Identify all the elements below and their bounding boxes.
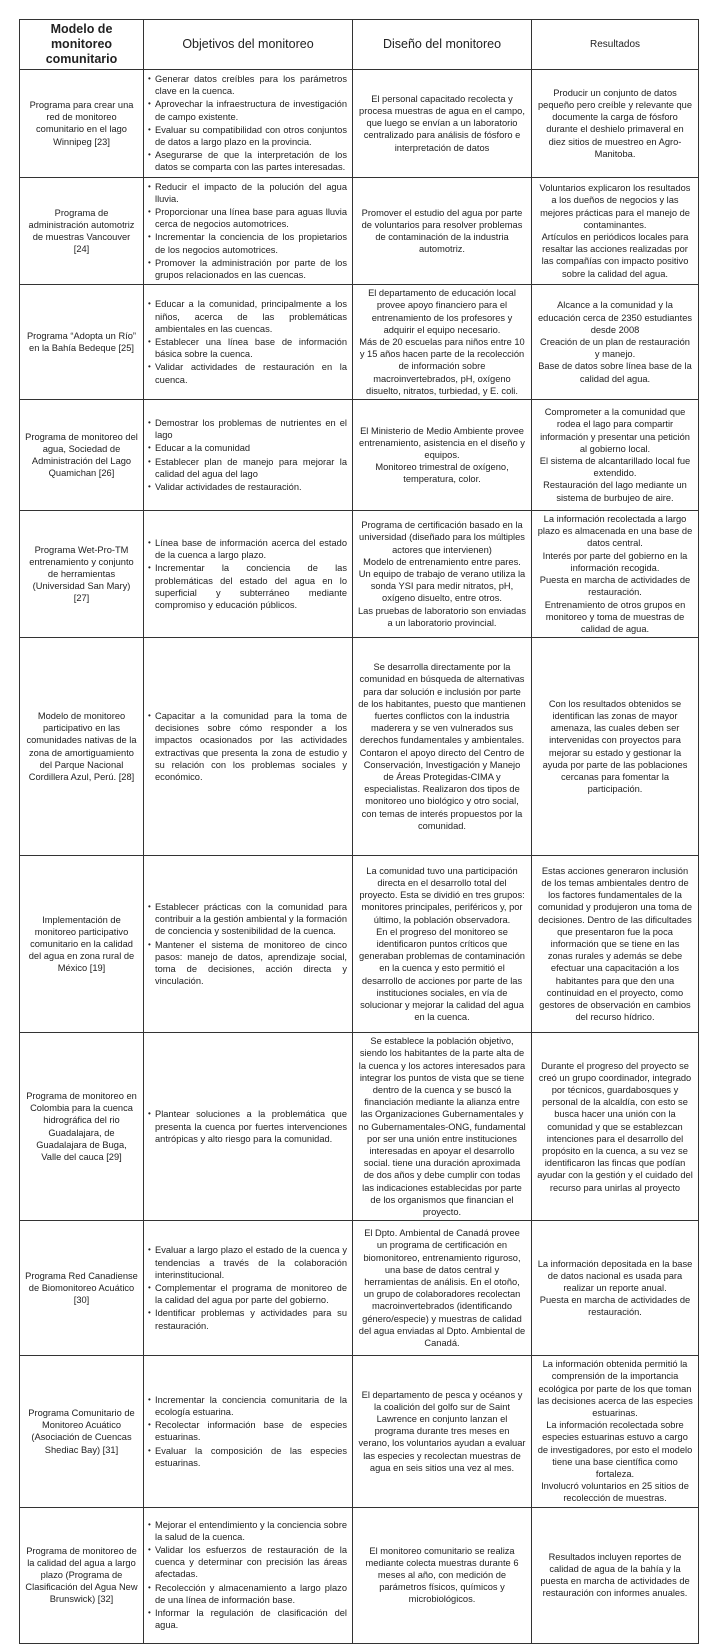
design-paragraph: Monitoreo trimestral de oxígeno, temperatura, color. [375, 462, 509, 485]
design-paragraph: Modelo de entrenamiento entre pares. [363, 556, 521, 567]
results-paragraph: El sistema de alcantarillado local fue extendido. [539, 456, 691, 479]
results-paragraph: Puesta en marcha de actividades de restauración. [539, 575, 691, 598]
model-cell [20, 511, 144, 638]
design-cell [353, 1356, 532, 1507]
results-cell [532, 400, 699, 511]
objectives-cell [144, 638, 353, 856]
objective-item: • Educar a la comunidad [148, 442, 347, 454]
objective-item: • Validar los esfuerzos de restauración de la cuenca y determinar con precisión las áreas afectadas. [148, 1544, 347, 1581]
model-cell [20, 177, 144, 285]
design-paragraph: Promover el estudio del agua por parte de voluntarios para resolver problemas de contaminación de la industria automotriz. [361, 207, 523, 255]
model-name: Programa de monitoreo en Colombia para la cuenca hidrográfica del rio Guadalajara, de Guadalajara de Buga, Valle del cauca [29] [26, 1091, 137, 1163]
results-cell [532, 1356, 699, 1507]
objective-item: • Reducir el impacto de la polución del agua lluvia. [148, 181, 347, 205]
objectives-cell [144, 856, 353, 1033]
design-cell [353, 400, 532, 511]
model-cell [20, 1507, 144, 1643]
header-results: Resultados [532, 20, 699, 70]
table-row [20, 1221, 699, 1356]
design-paragraph: Contaron el apoyo directo del Centro de Conservación, Investigación y Manejo de Áreas Protegidas-CIMA y especialistas. Realizaron dos tipos de monitoreo uno biológico y otro social, con temas de interés propuestos por la comunidad. [359, 747, 525, 831]
design-paragraph: El Ministerio de Medio Ambiente provee entrenamiento, asistencia en el diseño y equipos. [359, 425, 525, 460]
objectives-list [148, 537, 347, 611]
model-cell [20, 1221, 144, 1356]
objectives-list [148, 901, 347, 987]
objective-item: • Línea base de información acerca del estado de la cuenca a largo plazo. [148, 537, 347, 561]
objective-item: • Proporcionar una línea base para aguas lluvia cerca de negocios automotrices. [148, 206, 347, 230]
objective-item: • Establecer prácticas con la comunidad para contribuir a la gestión ambiental y la formación de conciencia y sostenibilidad de la cuenca. [148, 901, 347, 938]
design-cell [353, 285, 532, 400]
objective-item: • Mantener el sistema de monitoreo de cinco pasos: manejo de datos, aprendizaje social, toma de decisiones, acción directa y vinculación. [148, 939, 347, 988]
model-name: Programa Comunitario de Monitoreo Acuático (Asociación de Cuencas Shediac Bay) [31] [28, 1407, 135, 1455]
results-paragraph: Creación de un plan de restauración y manejo. [540, 337, 690, 360]
results-cell [532, 856, 699, 1033]
objectives-cell [144, 177, 353, 285]
table-row [20, 856, 699, 1033]
design-paragraph: Un equipo de trabajo de verano utiliza la sonda YSI para medir nitratos, pH, oxígeno disuelto, entre otros. [358, 568, 526, 604]
results-paragraph: Comprometer a la comunidad que rodea el lago para compartir información y presentar una petición al gobierno local. [540, 407, 690, 454]
objective-item: • Complementar el programa de monitoreo de la calidad del agua por parte del gobierno. [148, 1282, 347, 1306]
model-cell [20, 400, 144, 511]
design-paragraph: El departamento de educación local provee apoyo financiero para el entrenamiento de los profesores y adquirir el equipo necesario. [368, 288, 516, 335]
objectives-cell [144, 1507, 353, 1643]
design-cell [353, 1507, 532, 1643]
table-row [20, 1033, 699, 1221]
table-row [20, 285, 699, 400]
results-paragraph: La información recolectada a largo plazo es almacenada en una base de datos central. [537, 514, 693, 549]
objective-item: • Evaluar la composición de las especies estuarinas. [148, 1445, 347, 1469]
results-paragraph: Puesta en marcha de actividades de restauración. [539, 1295, 691, 1318]
results-paragraph: Estas acciones generaron inclusión de los temas ambientales dentro de los factores fundamentales de la comunidad y produjeron una toma de decisiones. Dentro de las dificultades que presentaron fue la poca información que se tiene en las zonas rurales y además se debe efectuar una capacitación a los habitantes para que den una continuidad en el proyecto, como gestores de observación en cambios del recurso hídrico. [537, 865, 693, 1023]
monitoring-models-table [19, 19, 699, 1644]
table-row [20, 1356, 699, 1507]
model-cell [20, 856, 144, 1033]
objectives-list [148, 1244, 347, 1331]
model-cell [20, 70, 144, 178]
results-paragraph: Resultados incluyen reportes de calidad de agua de la bahía y la puesta en marcha de actividades de restauración con informes anuales. [540, 1551, 690, 1599]
results-paragraph: Voluntarios explicaron los resultados a los dueños de negocios y las mejores prácticas para el manejo de contaminantes. [539, 183, 691, 230]
table-row [20, 638, 699, 856]
objective-item: • Capacitar a la comunidad para la toma de decisiones sobre cómo responder a los impactos ocasionados por las actividades extractivas que presenta la zona de estudio y su relación con los problemas sociales y económico. [148, 710, 347, 783]
results-cell [532, 1507, 699, 1643]
design-paragraph: Se establece la población objetivo, siendo los habitantes de la parte alta de la cuenca y los actores interesados para integrar los puntos de vista que se tiene dentro de la cuenca y se buscó la financiación mediante la alianza entre las Organizaciones Gubernamentales y no Gubernamentales-ONG, fundamental por ser una unión entre instituciones interesadas en apoyar el desarrollo social. tiene una duración aproximada de dos años y debe cumplir con todas las indicaciones establecidas por parte de los organismos que financian el proyecto. [358, 1036, 526, 1217]
model-cell [20, 1033, 144, 1221]
results-paragraph: Involucró voluntarios en 25 sitios de recolección de muestras. [541, 1481, 689, 1504]
objective-item: • Generar datos creíbles para los parámetros clave en la cuenca. [148, 73, 347, 97]
objectives-cell [144, 1033, 353, 1221]
model-cell [20, 1356, 144, 1507]
results-paragraph: Interés por parte del gobierno en la información recogida. [542, 550, 688, 573]
results-paragraph: La información obtenida permitió la comprensión de la importancia ecológica por parte de los que toman las decisiones acerca de las especies estuarinas. [537, 1359, 693, 1418]
objectives-list [148, 417, 347, 493]
objectives-list [148, 1519, 347, 1632]
results-cell [532, 638, 699, 856]
results-cell [532, 177, 699, 285]
model-name: Programa Red Canadiense de Biomonitoreo Acuático [30] [25, 1270, 138, 1306]
design-paragraph: La comunidad tuvo una participación directa en el desarrollo total del proyecto. Esta se dividió en tres grupos: monitores principales, periféricos y, por último, la población observadora. [359, 865, 525, 925]
design-cell [353, 638, 532, 856]
objective-item: • Evaluar a largo plazo el estado de la cuenca y tendencias a través de la colaboración interinstitucional. [148, 1244, 347, 1281]
model-cell [20, 638, 144, 856]
objective-item: • Validar actividades de restauración en la cuenca. [148, 361, 347, 385]
objective-item: • Asegurarse de que la interpretación de los datos se comparta con las partes interesadas. [148, 149, 347, 173]
table-body [20, 70, 699, 1644]
design-cell [353, 856, 532, 1033]
design-paragraph: Más de 20 escuelas para niños entre 10 y 15 años hacen parte de la recolección de información sobre macroinvertebrados, pH, oxígeno disuelto, nitratos, turbiedad, y E. coli. [359, 337, 525, 396]
results-cell [532, 70, 699, 178]
results-paragraph: La información depositada en la base de datos nacional es usada para realizar un reporte anual. [537, 1258, 693, 1294]
objectives-list [148, 710, 347, 783]
results-cell [532, 511, 699, 638]
model-name: Programa para crear una red de monitoreo comunitario en el lago Winnipeg [23] [29, 99, 134, 147]
objectives-list [148, 1394, 347, 1469]
objective-item: • Establecer una línea base de información básica sobre la cuenca. [148, 336, 347, 360]
objective-item: • Promover la administración por parte de los grupos relacionados en las cuencas. [148, 257, 347, 281]
objective-item: • Plantear soluciones a la problemática que presenta la cuenca por fuertes intervenciones antrópicas y alto riesgo para la comunidad. [148, 1108, 347, 1145]
objective-item: • Evaluar su compatibilidad con otros conjuntos de datos a largo plazo en la provincia. [148, 124, 347, 148]
design-paragraph: El monitoreo comunitario se realiza mediante colecta muestras durante 6 meses al año, con medición de parámetros físicos, químicos y microbiológicos. [365, 1545, 519, 1605]
objectives-list [148, 181, 347, 282]
objective-item: • Aprovechar la infraestructura de investigación de campo existente. [148, 98, 347, 122]
objectives-list [148, 73, 347, 174]
objective-item: • Demostrar los problemas de nutrientes en el lago [148, 417, 347, 441]
objective-item: • Recolectar información base de especies estuarinas. [148, 1419, 347, 1443]
model-name: Programa Wet-Pro-TM entrenamiento y conjunto de herramientas (Universidad San Mary) [27] [29, 544, 134, 604]
model-name: Programa “Adopta un Río” en la Bahía Bedeque [25] [26, 330, 137, 354]
objectives-cell [144, 400, 353, 511]
design-paragraph: El personal capacitado recolecta y procesa muestras de agua en el campo, que luego se envían a un laboratorio centralizado para análisis de fósforo e interpretación de datos [359, 93, 525, 153]
design-paragraph: El Dpto. Ambiental de Canadá provee un programa de certificación en biomonitoreo, entrenamiento riguroso, una base de datos central y herramientas de análisis. En el otoño, un grupo de colaboradores recolectan macroinvertebrados (identificando género/especie) y muestras de calidad del agua enviadas al Dpto. Ambiental de Canadá. [358, 1228, 526, 1348]
results-paragraph: Producir un conjunto de datos pequeño pero creíble y relevante que documente la carga de fósforo durante el deshielo primaveral en diez sitios de muestreo en Agro-Manitoba. [537, 87, 693, 159]
objective-item: • Identificar problemas y actividades para su restauración. [148, 1307, 347, 1331]
results-paragraph: Alcance a la comunidad y la educación cerca de 2350 estudiantes desde 2008 [537, 300, 693, 335]
table-row [20, 70, 699, 178]
table-row [20, 511, 699, 638]
design-cell [353, 511, 532, 638]
results-cell [532, 1221, 699, 1356]
model-cell [20, 285, 144, 400]
objectives-cell [144, 1356, 353, 1507]
results-paragraph: Artículos en periódicos locales para resaltar las acciones realizadas por las compañías con impacto positivo sobre la calidad del agua. [541, 231, 689, 279]
objective-item: • Incrementar la conciencia comunitaria de la ecología estuarina. [148, 1394, 347, 1418]
model-name: Programa de monitoreo de la calidad del agua a largo plazo (Programa de Clasificación del Agua New Brunswick) [32] [25, 1545, 138, 1605]
objective-item: • Establecer plan de manejo para mejorar la calidad del agua del lago [148, 456, 347, 480]
design-cell [353, 70, 532, 178]
table-row [20, 177, 699, 285]
model-name: Programa de monitoreo del agua, Sociedad de Administración del Lago Quamichan [26] [25, 431, 138, 479]
header-design: Diseño del monitoreo [353, 20, 532, 70]
results-paragraph: Restauración del lago mediante un sistema de burbujeo de aire. [543, 480, 687, 503]
design-paragraph: Las pruebas de laboratorio son enviadas a un laboratorio provincial. [358, 605, 526, 628]
objectives-cell [144, 70, 353, 178]
design-cell [353, 1033, 532, 1221]
model-name: Programa de administración automotriz de muestras Vancouver [24] [28, 207, 135, 255]
objective-item: • Mejorar el entendimiento y la conciencia sobre la salud de la cuenca. [148, 1519, 347, 1543]
design-paragraph: Programa de certificación basado en la universidad (diseñado para los múltiples actores que intervienen) [359, 520, 525, 555]
design-paragraph: Se desarrolla directamente por la comunidad en búsqueda de alternativas para dar solución e inclusión por parte de los habitantes, puesto que mantienen fuertes conflictos con la industria maderera y se ven vulnerados sus derechos fundamentales y ambientales. [358, 662, 526, 746]
design-cell [353, 177, 532, 285]
results-paragraph: La información recolectada sobre especies estuarinas estuvo a cargo de investigadores, por esto el modelo tiene una base científica como fortaleza. [537, 1420, 693, 1479]
objective-item: • Incrementar la conciencia de las problemáticas del estado del agua en lo superficial y subterráneo mediante compromiso y educación públicos. [148, 562, 347, 611]
design-cell [353, 1221, 532, 1356]
objectives-cell [144, 1221, 353, 1356]
results-paragraph: Durante el progreso del proyecto se creó un grupo coordinador, integrado por técnicos, guardabosques y personal de la alcaldía, con esto se busca hacer una unión con la comunidad y que se establezcan intenciones para el desarrollo del propósito en la cuenca, a su vez se identificaron las fincas que podían ayudar con la gestión y el cuidado del recurso para unirlas al proyecto [537, 1060, 693, 1193]
objective-item: • Informar la regulación de clasificación del agua. [148, 1607, 347, 1631]
results-cell [532, 285, 699, 400]
table-row [20, 1507, 699, 1643]
header-objectives: Objetivos del monitoreo [144, 20, 353, 70]
objectives-cell [144, 285, 353, 400]
objectives-list [148, 1108, 347, 1145]
results-paragraph: Con los resultados obtenidos se identifican las zonas de mayor amenaza, las cuales deben ser intervenidas con proyectos para mejorar su estado y gestionar la ayuda por parte de las poblaciones cercanas para fomentar la participación. [542, 698, 688, 795]
results-cell [532, 1033, 699, 1221]
objective-item: • Incrementar la conciencia de los propietarios de los negocios automotrices. [148, 231, 347, 255]
objective-item: • Validar actividades de restauración. [148, 481, 347, 493]
design-paragraph: El departamento de pesca y océanos y la coalición del golfo sur de Saint Lawrence en conjunto lanzan el programa durante tres meses en verano, los voluntarios ayudan a evaluar las especies y recolectan muestras de agua en seis sitios una vez al mes. [358, 1389, 526, 1473]
table-row [20, 400, 699, 511]
objective-item: • Educar a la comunidad, principalmente a los niños, acerca de las problemáticas ambientales en las cuencas. [148, 298, 347, 335]
objectives-cell [144, 511, 353, 638]
design-paragraph: En el progreso del monitoreo se identificaron puntos críticos que generaban problemas de contaminación en la cuenca y esto permitió el desarrollo de acciones por parte de las instituciones sociales, en vía de solucionar y mejorar la calidad del agua en la cuenca. [359, 926, 525, 1023]
objectives-list [148, 298, 347, 385]
table-header-row [20, 20, 699, 70]
model-name: Modelo de monitoreo participativo en las comunidades nativas de la zona de amortiguamiento del Parque Nacional Cordillera Azul, Perú. [28] [26, 711, 137, 783]
objective-item: • Recolección y almacenamiento a largo plazo de una línea de información base. [148, 1582, 347, 1606]
header-model: Modelo de monitoreo comunitario [20, 20, 144, 70]
results-paragraph: Entrenamiento de otros grupos en monitoreo y toma de muestras de calidad de agua. [544, 599, 686, 634]
results-paragraph: Base de datos sobre línea base de la calidad del agua. [538, 361, 692, 384]
model-name: Implementación de monitoreo participativo comunitario en la calidad del agua en zona rural de México [19] [28, 914, 135, 974]
